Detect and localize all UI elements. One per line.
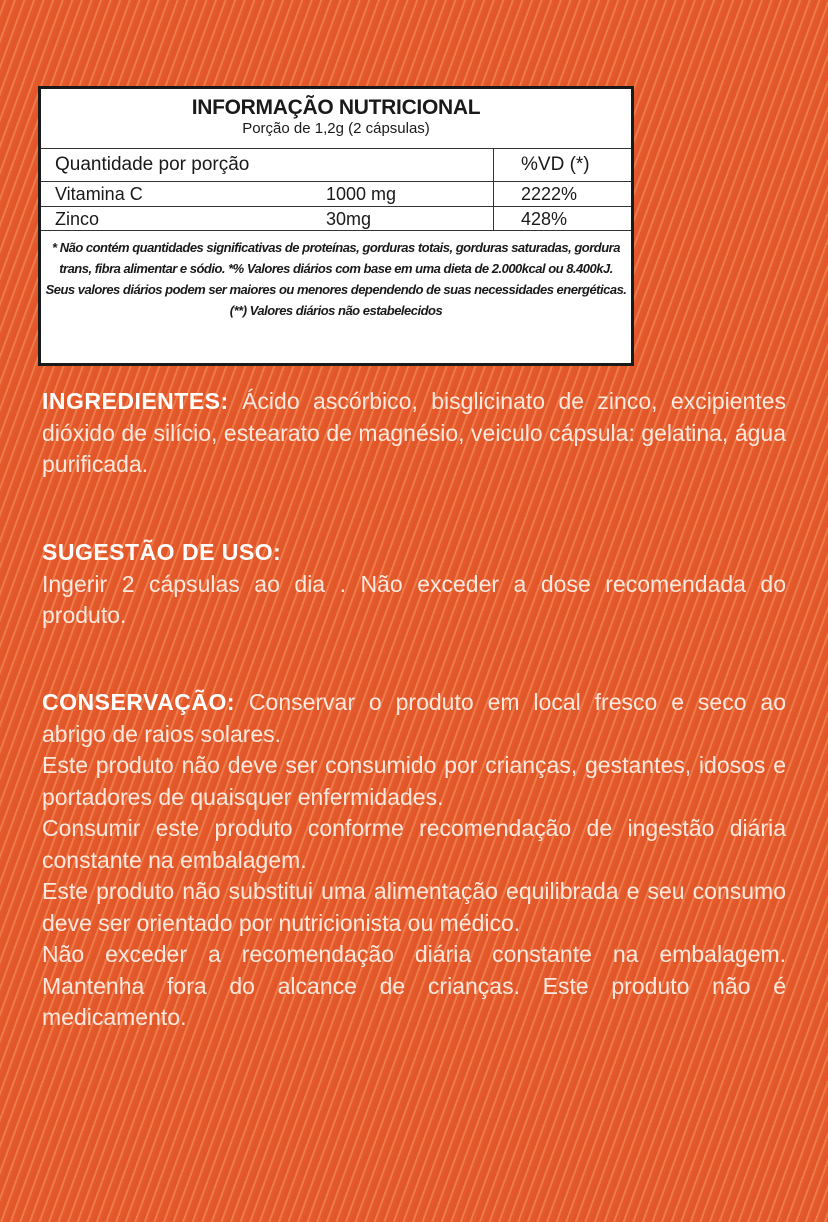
nutrition-table-header — [41, 89, 631, 149]
nutrient-amount: 30mg — [326, 209, 372, 229]
ingredients-label: INGREDIENTES: — [42, 388, 229, 414]
usage-heading — [42, 537, 786, 569]
conservation-text: Conservar o produto em local fresco e seco ao abrigo de raios solares. — [42, 689, 786, 747]
table-row — [41, 207, 631, 231]
nutrient-amount: 1000 mg — [326, 184, 397, 204]
usage-text: Ingerir 2 cápsulas ao dia . Não exceder a dose recomendada do produto. — [42, 570, 786, 628]
nutrition-table-title: INFORMAÇÃO NUTRICIONAL — [191, 96, 481, 119]
daily-value-header: %VD (*) — [493, 149, 631, 181]
nutrient-daily-value: 428% — [493, 207, 631, 230]
usage-section — [42, 537, 786, 632]
nutrition-facts-table — [38, 86, 634, 366]
nutrient-daily-value: 2222% — [493, 182, 631, 206]
table-row — [41, 182, 631, 207]
warning-balanced-diet: Este produto não substitui uma alimentação equilibrada e seu consumo deve ser orientado por nutricionista ou médico. — [42, 878, 786, 936]
quantity-header: Quantidade por porção — [55, 154, 250, 175]
conservation-paragraph — [42, 687, 786, 750]
conservation-section — [42, 687, 786, 1034]
conservation-label: CONSERVAÇÃO: — [42, 689, 235, 715]
ingredients-section — [42, 386, 786, 481]
ingredients-paragraph — [42, 386, 786, 481]
warning-daily-intake: Consumir este produto conforme recomendação de ingestão diária constante na embalagem. — [42, 815, 786, 873]
nutrient-name: Zinco — [55, 209, 100, 229]
nutrition-footnote: * Não contém quantidades significativas de proteínas, gorduras totais, gorduras saturadas, gordura trans, fibra alimentar e sódio. *% Valores diários com base em uma dieta de 2.000kcal ou 8.400kJ. Seus valores diários podem ser maiores ou menores dependendo de suas necessidades energéticas. (**) Valores diários não estabelecidos — [45, 240, 627, 318]
usage-label: SUGESTÃO DE USO: — [42, 539, 282, 565]
warning-not-medicine: Não exceder a recomendação diária constante na embalagem. Mantenha fora do alcance de crianças. Este produto não é medicamento. — [42, 941, 786, 1030]
portion-size: Porção de 1,2g (2 cápsulas) — [242, 120, 430, 137]
warning-children-pregnant: Este produto não deve ser consumido por crianças, gestantes, idosos e portadores de quaisquer enfermidades. — [42, 752, 786, 810]
nutrient-name: Vitamina C — [55, 184, 143, 204]
nutrition-column-headers — [41, 149, 631, 182]
ingredients-text: Ácido ascórbico, bisglicinato de zinco, excipientes dióxido de silício, estearato de magnésio, veiculo cápsula: gelatina, água purificada. — [42, 388, 786, 477]
